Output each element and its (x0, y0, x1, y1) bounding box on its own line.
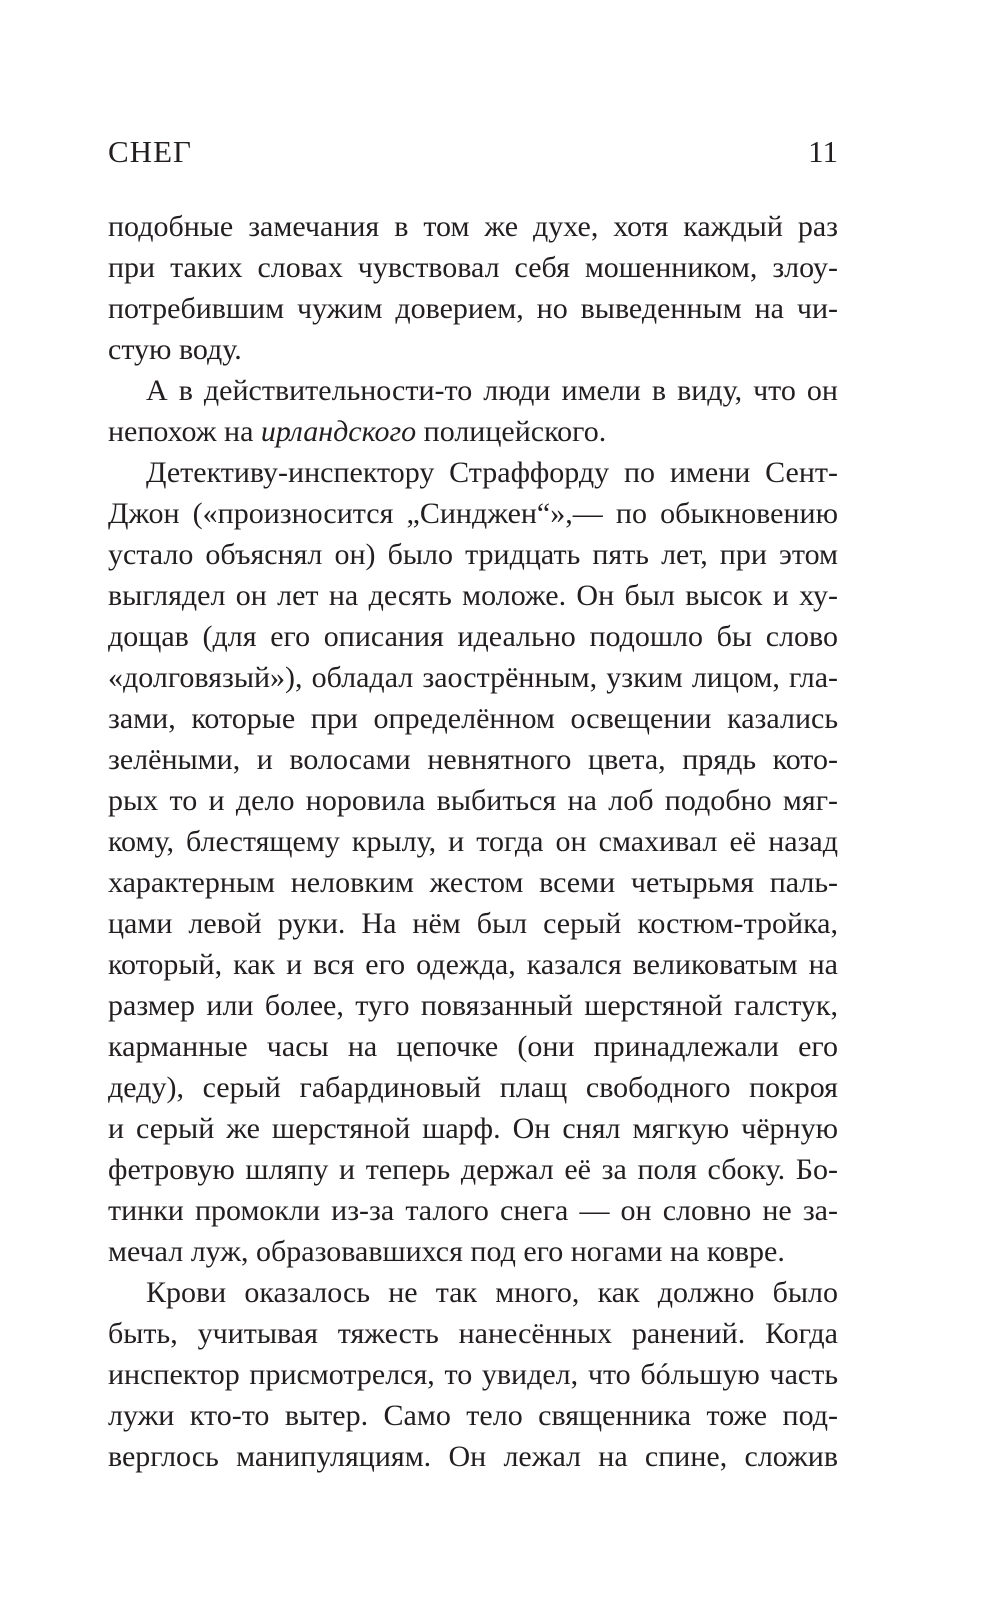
text-line: быть, учитывая тяжесть нанесённых ранений. Когда (108, 1317, 838, 1350)
paragraph (108, 206, 838, 370)
text-line: деду), серый габардиновый плащ свободного покроя (108, 1071, 838, 1104)
text-line: устало объяснял он) было тридцать пять лет, при этом (108, 538, 838, 571)
paragraph (108, 370, 838, 452)
text-line: цами левой руки. На нём был серый костюм-тройка, (108, 907, 838, 940)
text-line: рых то и дело норовила выбиться на лоб подобно мяг- (108, 784, 838, 817)
running-title: СНЕГ (108, 134, 192, 169)
text-line: дощав (для его описания идеально подошло бы слово (108, 620, 838, 653)
text-line: характерным неловким жестом всеми четырьмя паль- (108, 866, 838, 899)
text-line: подобные замечания в том же духе, хотя каждый раз (108, 210, 838, 243)
text-line (108, 411, 838, 452)
text-line: мечал луж, образовавшихся под его ногами на ковре. (108, 1235, 785, 1268)
text-line: кому, блестящему крылу, и тогда он смахивал её назад (108, 825, 838, 858)
text-fragment: полицейского. (416, 415, 607, 448)
body-text (108, 206, 838, 1477)
text-line: фетровую шляпу и теперь держал её за поля сбоку. Бо- (108, 1153, 838, 1186)
text-line: при таких словах чувствовал себя мошенником, злоу- (108, 251, 838, 284)
text-line: тинки промокли из-за талого снега — он словно не за- (108, 1194, 838, 1227)
text-line: зелёными, и волосами невнятного цвета, прядь кото- (108, 743, 838, 776)
text-line: выглядел он лет на десять моложе. Он был высок и ху- (108, 579, 838, 612)
text-line: инспектор присмотрелся, то увидел, что бóльшую часть (108, 1358, 838, 1391)
text-line: зами, которые при определённом освещении казались (108, 702, 838, 735)
paragraph (108, 452, 838, 1272)
paragraph (108, 1272, 838, 1477)
text-line: и серый же шерстяной шарф. Он снял мягкую чёрную (108, 1112, 838, 1145)
text-line: верглось манипуляциям. Он лежал на спине, сложив (108, 1440, 838, 1473)
text-line: потребившим чужим доверием, но выведенным на чи- (108, 292, 838, 325)
text-line: Джон («произносится „Синджен“»,— по обыкновению (108, 497, 838, 530)
text-line: лужи кто-то вытер. Само тело священника тоже под- (108, 1399, 838, 1432)
text-line: карманные часы на цепочке (они принадлежали его (108, 1030, 838, 1063)
text-line: размер или более, туго повязанный шерстяной галстук, (108, 989, 838, 1022)
italic-word: ирландского (260, 415, 417, 448)
text-fragment: непохож на (108, 415, 261, 448)
text-line: А в действительности-то люди имели в виду, что он (146, 374, 838, 407)
text-line: стую воду. (108, 333, 242, 366)
page-number: 11 (808, 134, 838, 169)
text-line: Детективу-инспектору Страффорду по имени Сент- (146, 456, 838, 489)
text-line: Крови оказалось не так много, как должно было (146, 1276, 838, 1309)
text-line: «долговязый»), обладал заострённым, узким лицом, гла- (108, 661, 838, 694)
running-head (108, 130, 838, 174)
text-line: который, как и вся его одежда, казался великоватым на (108, 948, 838, 981)
